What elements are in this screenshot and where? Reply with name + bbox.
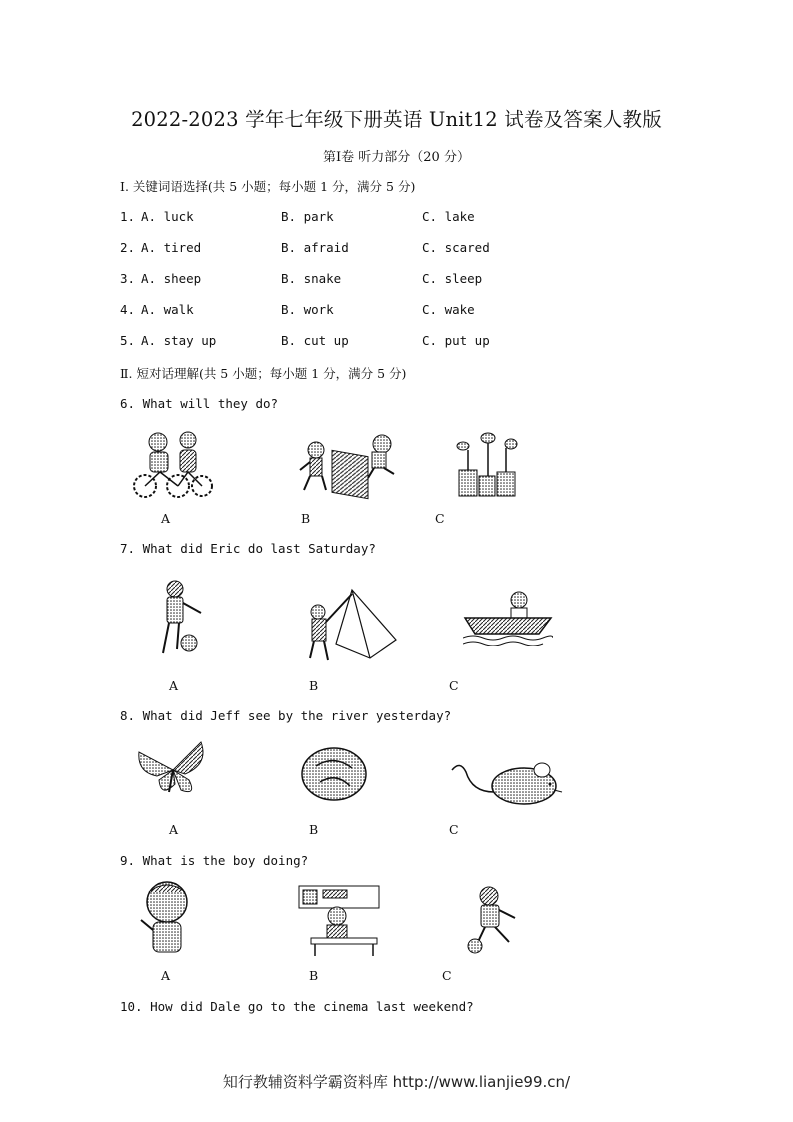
- tennis-players-icon: [296, 430, 398, 500]
- option-label-c: C: [435, 511, 445, 526]
- option-label-c: C: [442, 968, 452, 983]
- option-c: C. scared: [422, 240, 490, 255]
- round-shell-icon: [300, 746, 368, 802]
- option-c: C. sleep: [422, 271, 483, 286]
- page-title: 2022-2023 学年七年级下册英语 Unit12 试卷及答案人教版: [131, 108, 662, 131]
- section-subtitle: 第Ⅰ卷 听力部分（20 分）: [323, 150, 470, 165]
- option-label-b: B: [309, 678, 319, 693]
- question-number: 3.: [120, 271, 136, 286]
- option-a: A. stay up: [141, 333, 217, 348]
- option-a: A. sheep: [141, 271, 202, 286]
- boy-playing-soccer-icon: [465, 884, 521, 956]
- option-a: A. walk: [141, 302, 194, 317]
- boy-in-boat-icon: [463, 590, 553, 646]
- question-number: 2.: [120, 240, 136, 255]
- option-label-b: B: [309, 822, 319, 837]
- option-label-c: C: [449, 678, 459, 693]
- boy-putting-up-tent-icon: [300, 588, 400, 664]
- option-label-c: C: [449, 822, 459, 837]
- option-label-a: A: [161, 511, 171, 526]
- option-b: B. cut up: [281, 333, 349, 348]
- question-10-text: 10. How did Dale go to the cinema last weekend?: [120, 999, 474, 1014]
- boy-at-desk-icon: [297, 884, 381, 956]
- option-c: C. lake: [422, 209, 475, 224]
- option-c: C. put up: [422, 333, 490, 348]
- question-8-text: 8. What did Jeff see by the river yesterday?: [120, 708, 452, 723]
- boy-waving-icon: [135, 880, 199, 956]
- section2-heading: Ⅱ. 短对话理解(共 5 小题；每小题 1 分，满分 5 分): [120, 366, 407, 381]
- section1-heading: Ⅰ. 关键词语选择(共 5 小题；每小题 1 分，满分 5 分): [120, 179, 416, 194]
- question-7-text: 7. What did Eric do last Saturday?: [120, 541, 376, 556]
- question-6-text: 6. What will they do?: [120, 396, 279, 411]
- question-number: 4.: [120, 302, 136, 317]
- question-9-text: 9. What is the boy doing?: [120, 853, 309, 868]
- option-label-a: A: [169, 678, 179, 693]
- option-label-b: B: [309, 968, 319, 983]
- butterfly-icon: [137, 740, 209, 802]
- option-b: B. afraid: [281, 240, 349, 255]
- plants-in-pots-icon: [455, 428, 519, 498]
- option-c: C. wake: [422, 302, 475, 317]
- option-label-a: A: [169, 822, 179, 837]
- bike-riding-kids-icon: [130, 428, 215, 500]
- option-b: B. work: [281, 302, 334, 317]
- footer-watermark: 知行教辅资料学霸资料库 http://www.lianjie99.cn/: [222, 1073, 571, 1091]
- question-number: 5.: [120, 333, 136, 348]
- option-b: B. snake: [281, 271, 342, 286]
- boy-with-ball-icon: [155, 579, 207, 659]
- mouse-icon: [450, 758, 564, 808]
- option-a: A. luck: [141, 209, 194, 224]
- option-label-a: A: [161, 968, 171, 983]
- question-number: 1.: [120, 209, 136, 224]
- option-a: A. tired: [141, 240, 202, 255]
- option-b: B. park: [281, 209, 334, 224]
- option-label-b: B: [301, 511, 311, 526]
